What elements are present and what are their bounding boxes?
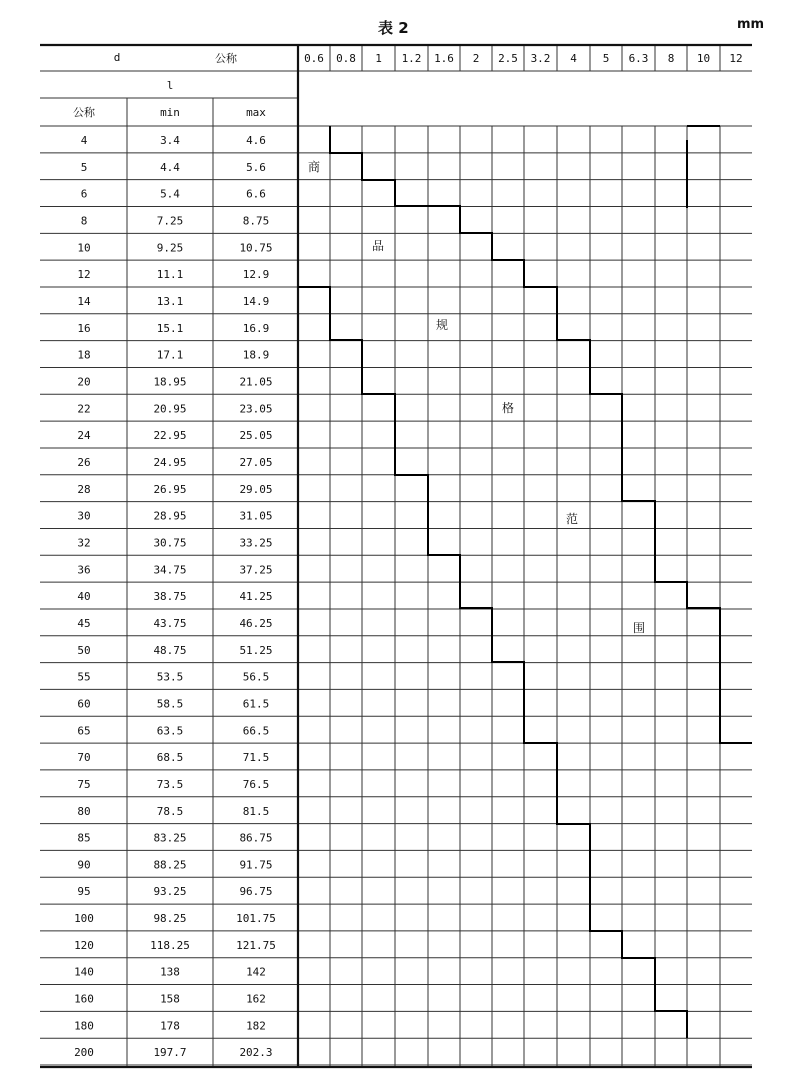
cell-max: 5.6 [246,160,266,174]
cell-max: 27.05 [239,455,273,469]
cell-min: 73.5 [156,777,184,791]
header-nominal-label: 公称 [215,52,237,65]
cell-min: 17.1 [156,348,184,362]
cell-max: 18.9 [242,348,270,362]
cell-max: 31.05 [239,509,273,523]
unit-label: mm [737,17,765,32]
cell-min: 68.5 [156,751,184,765]
cell-max: 71.5 [242,751,270,765]
cell-nominal: 5 [80,160,88,174]
cell-nominal: 50 [77,643,91,657]
header-d-value: 1 [375,52,382,65]
range-label-char: 格 [501,401,515,415]
cell-nominal: 45 [77,616,91,630]
cell-max: 33.25 [239,536,273,550]
cell-min: 26.95 [153,482,187,496]
cell-nominal: 90 [77,858,91,872]
cell-max: 101.75 [236,912,276,926]
cell-nominal: 10 [77,241,91,255]
cell-max: 86.75 [239,831,273,845]
cell-nominal: 18 [77,348,91,362]
header-d-value: 2.5 [498,52,518,65]
cell-max: 21.05 [239,375,273,389]
cell-nominal: 32 [77,536,91,550]
cell-max: 37.25 [239,563,273,577]
cell-nominal: 180 [74,1019,94,1033]
cell-min: 48.75 [153,643,187,657]
range-upper-boundary [330,126,752,743]
range-label-char: 范 [565,512,579,526]
header-col-max: max [246,106,266,119]
cell-min: 11.1 [156,268,184,282]
cell-min: 43.75 [153,616,187,630]
cell-min: 28.95 [153,509,187,523]
header-d-value: 12 [729,52,743,65]
cell-max: 56.5 [242,670,270,684]
cell-nominal: 60 [77,697,91,711]
cell-max: 23.05 [239,402,273,416]
cell-max: 162 [246,992,266,1006]
cell-min: 197.7 [153,1046,187,1060]
header-d-value: 3.2 [530,52,551,65]
cell-max: 14.9 [242,294,270,308]
cell-nominal: 28 [77,482,91,496]
cell-min: 158 [160,992,180,1006]
header-d-value: 2 [472,52,480,65]
cell-min: 15.1 [156,321,184,335]
cell-max: 182 [246,1019,266,1033]
cell-max: 4.6 [246,134,266,147]
cell-min: 178 [160,1019,180,1033]
cell-min: 20.95 [153,402,187,416]
cell-min: 78.5 [156,804,184,818]
cell-nominal: 12 [77,268,91,282]
header-d-value: 6.3 [628,52,649,65]
cell-nominal: 8 [80,214,88,228]
cell-min: 58.5 [156,697,184,711]
cell-max: 91.75 [239,858,273,872]
cell-nominal: 16 [77,321,91,335]
cell-max: 51.25 [239,643,273,657]
cell-max: 142 [246,965,266,979]
cell-max: 10.75 [239,241,273,255]
cell-nominal: 26 [77,455,91,469]
cell-max: 46.25 [239,616,273,630]
cell-min: 93.25 [153,885,187,899]
cell-max: 12.9 [242,268,270,282]
cell-nominal: 140 [74,965,94,979]
header-d-value: 0.8 [336,52,356,65]
cell-min: 63.5 [156,724,184,738]
cell-min: 118.25 [150,938,190,952]
cell-min: 30.75 [153,536,187,550]
header-col-nominal: 公称 [73,106,95,119]
cell-nominal: 22 [77,402,91,416]
cell-min: 138 [160,965,180,979]
cell-max: 202.3 [239,1046,273,1060]
cell-nominal: 200 [74,1046,94,1060]
header-d-value: 8 [667,52,675,65]
header-l-label: l [166,79,174,92]
cell-nominal: 75 [77,777,91,791]
cell-min: 53.5 [156,670,184,684]
cell-nominal: 80 [77,804,91,818]
cell-min: 88.25 [153,858,187,872]
range-label-char: 围 [632,621,646,635]
cell-nominal: 6 [80,187,88,201]
cell-nominal: 4 [80,134,88,147]
cell-min: 13.1 [156,294,184,308]
header-d-value: 5 [602,52,610,65]
cell-nominal: 20 [77,375,91,389]
range-label-char: 商 [307,160,321,174]
cell-nominal: 120 [74,938,94,952]
cell-min: 24.95 [153,455,187,469]
cell-max: 6.6 [246,187,266,201]
cell-nominal: 65 [77,724,91,738]
cell-max: 66.5 [242,724,270,738]
range-label-char: 品 [371,239,385,253]
header-d-label: d [113,51,121,64]
cell-max: 121.75 [236,938,276,952]
cell-min: 7.25 [156,214,184,228]
header-col-min: min [160,106,180,119]
cell-max: 81.5 [242,804,270,818]
cell-max: 29.05 [239,482,273,496]
cell-nominal: 40 [77,590,91,604]
cell-min: 22.95 [153,429,187,443]
header-d-value: 1.2 [401,52,422,65]
cell-nominal: 85 [77,831,91,845]
cell-nominal: 14 [77,294,91,308]
cell-min: 5.4 [160,187,180,201]
cell-nominal: 36 [77,563,91,577]
cell-max: 41.25 [239,590,273,604]
cell-min: 3.4 [160,134,180,147]
cell-max: 8.75 [242,214,270,228]
cell-min: 34.75 [153,563,187,577]
table-title: 表 2 [378,19,409,37]
cell-nominal: 70 [77,751,91,765]
range-label-char: 规 [435,318,449,332]
cell-nominal: 30 [77,509,91,523]
cell-min: 98.25 [153,912,187,926]
cell-min: 9.25 [156,241,184,255]
cell-nominal: 160 [74,992,94,1006]
header-d-value: 10 [696,52,711,65]
cell-min: 18.95 [153,375,187,389]
cell-min: 4.4 [160,160,180,174]
cell-min: 38.75 [153,590,187,604]
cell-nominal: 95 [77,885,91,899]
cell-max: 96.75 [239,885,273,899]
cell-max: 76.5 [242,777,270,791]
cell-max: 16.9 [242,321,270,335]
cell-nominal: 100 [74,912,94,926]
header-d-value: 1.6 [434,52,454,65]
header-d-value: 4 [570,52,577,65]
cell-min: 83.25 [153,831,187,845]
cell-nominal: 24 [77,429,91,443]
cell-nominal: 55 [77,670,91,684]
cell-max: 25.05 [239,429,273,443]
header-d-value: 0.6 [304,52,324,65]
cell-max: 61.5 [242,697,270,711]
